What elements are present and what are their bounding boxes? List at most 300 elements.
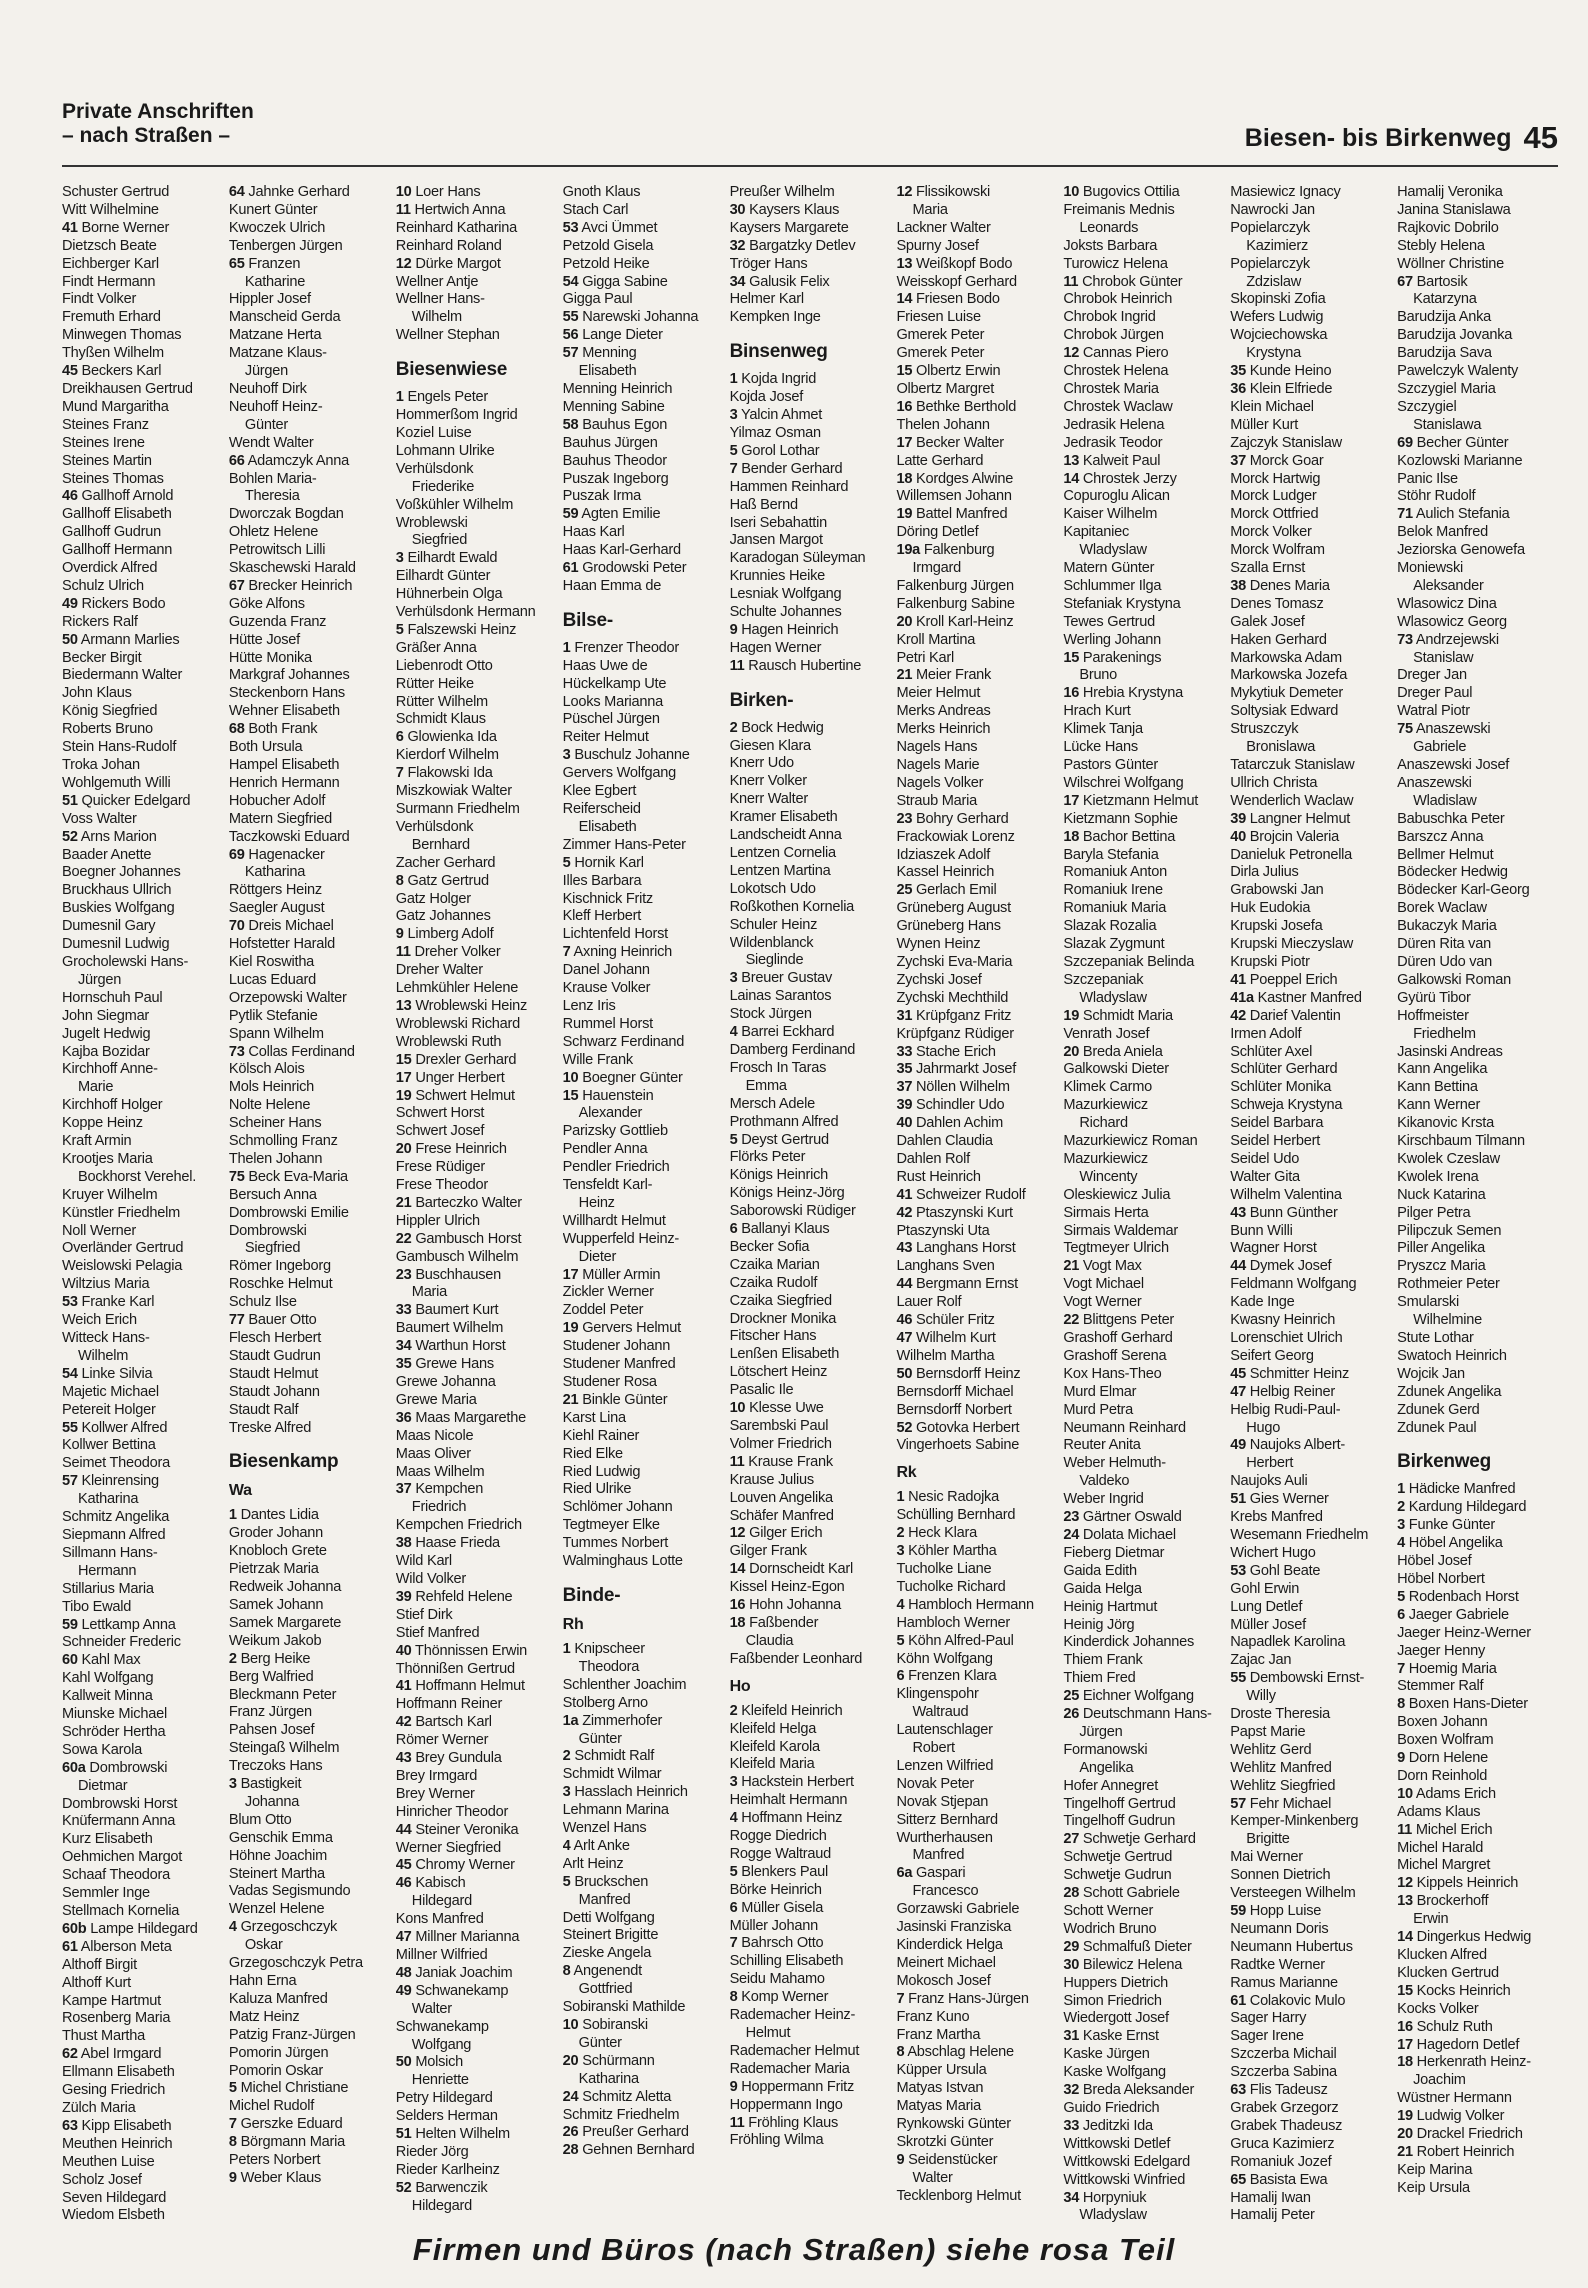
directory-entry: Stöhr Rudolf [1397, 488, 1476, 505]
page-number: 45 [1523, 120, 1558, 155]
directory-entry: Boxen Wolfram [1397, 1732, 1494, 1749]
directory-entry: 41 Schweizer Rudolf [896, 1186, 1026, 1203]
house-number: 9 [729, 621, 738, 638]
house-number: 34 [395, 1338, 412, 1355]
directory-entry: Selders Herman [395, 2108, 498, 2125]
directory-entry: Rieder Jörg [395, 2143, 469, 2160]
directory-entry: Idziaszek Adolf [896, 846, 991, 863]
directory-entry: Kleff Herbert [562, 908, 642, 925]
directory-entry: 44 Dymek Josef [1230, 1258, 1332, 1275]
house-number: 6 [896, 1668, 905, 1685]
directory-entry: 23 Bohry Gerhard [896, 810, 1009, 827]
house-number: 63 [1230, 2082, 1246, 2099]
directory-entry: Dreger Paul [1397, 685, 1473, 702]
directory-entry: Frackowiak Lorenz [896, 828, 1015, 845]
directory-column [1230, 184, 1391, 2222]
directory-entry: 3 Hackstein Herbert [729, 1774, 854, 1791]
directory-entry: Gaida Edith [1063, 1562, 1137, 1579]
directory-entry: Sarembski Paul [729, 1418, 829, 1434]
directory-entry: 33 Baumert Kurt [395, 1302, 499, 1319]
directory-entry: Matern Günter [1063, 560, 1155, 577]
directory-entry: Szczepaniak [1063, 971, 1144, 988]
directory-entry: Ried Ulrike [562, 1481, 632, 1498]
directory-entry: Nuck Katarina [1397, 1186, 1486, 1203]
directory-entry: Mund Margaritha [62, 398, 169, 415]
directory-entry: 19 Ludwig Volker [1397, 2108, 1505, 2125]
directory-entry: Kunert Günter [228, 201, 318, 218]
directory-entry: Zychski Mechthild [896, 989, 1009, 1006]
entry-continuation: Katharina [78, 1491, 139, 1508]
directory-entry: 2 Bock Hedwig [729, 719, 824, 736]
directory-entry: Reuter Anita [1063, 1437, 1141, 1454]
house-number: 9 [896, 2151, 905, 2168]
directory-entry: Kierdorf Wilhelm [395, 747, 499, 764]
directory-entry: Zimmer Hans-Peter [562, 836, 686, 853]
directory-column [396, 184, 557, 2222]
directory-entry: Ried Elke [562, 1445, 623, 1462]
directory-entry: Künstler Friedhelm [62, 1204, 180, 1221]
directory-entry: Rickers Ralf [62, 613, 138, 630]
directory-entry: Gallhoff Hermann [62, 542, 173, 559]
directory-entry: Noll Werner [62, 1222, 137, 1239]
directory-entry: Dombrowski Horst [62, 1795, 178, 1812]
directory-entry: Seidel Udo [1230, 1150, 1300, 1167]
directory-entry: Staudt Helmut [228, 1365, 319, 1382]
directory-entry: 66 Adamczyk Anna [228, 452, 350, 469]
directory-entry: Matyas Istvan [896, 2080, 984, 2097]
directory-entry: Gorzawski Gabriele [896, 1901, 1020, 1918]
directory-entry: Pendler Friedrich [562, 1159, 670, 1176]
directory-entry: Hagen Werner [729, 639, 822, 656]
directory-entry: 44 Bergmann Ernst [896, 1276, 1018, 1293]
house-number: 13 [1397, 1893, 1413, 1910]
directory-entry: 49 Rickers Bodo [62, 595, 166, 612]
entry-continuation: Heinz [578, 1194, 615, 1211]
directory-entry: 69 Becher Günter [1397, 434, 1509, 451]
entry-continuation: Robert [912, 1740, 955, 1757]
directory-entry: Kirschbaum Tilmann [1397, 1133, 1525, 1150]
entry-continuation: Kazimierz [1246, 237, 1309, 254]
directory-entry: Redweik Johanna [228, 1579, 342, 1596]
directory-entry: 38 Denes Maria [1230, 577, 1330, 594]
directory-entry: 21 Robert Heinrich [1397, 2143, 1515, 2160]
directory-entry: Wojcik Jan [1397, 1365, 1465, 1382]
directory-entry: 44 Steiner Veronika [395, 1821, 519, 1838]
house-number: 13 [395, 997, 412, 1014]
house-number: 5 [562, 1873, 571, 1890]
directory-entry: Wodrich Bruno [1063, 1920, 1157, 1937]
directory-entry: 4 Hambloch Hermann [896, 1596, 1034, 1613]
directory-entry: Hofstetter Harald [228, 936, 335, 953]
directory-entry: Samek Margarete [228, 1614, 342, 1631]
directory-entry: Matzane Klaus- [228, 345, 327, 362]
directory-entry: Skrotzki Günter [896, 2133, 994, 2150]
page-header [62, 100, 1558, 166]
house-number: 73 [228, 1043, 245, 1060]
directory-entry: 69 Hagenacker [228, 846, 325, 863]
house-number: 28 [562, 2142, 579, 2159]
directory-entry: Kikanovic Krsta [1397, 1115, 1494, 1132]
directory-entry: Mykytiuk Demeter [1230, 685, 1344, 702]
directory-entry: Saegler August [228, 900, 325, 917]
directory-entry: 33 Stache Erich [896, 1043, 996, 1060]
directory-entry: Fieberg Dietmar [1063, 1544, 1165, 1561]
directory-entry: Popielarczyk [1230, 255, 1310, 272]
directory-entry: Wiedom Elsbeth [62, 2207, 165, 2222]
directory-entry: Grocholewski Hans- [62, 953, 189, 970]
directory-entry: Matern Siegfried [228, 810, 332, 827]
directory-entry: Schwarz Ferdinand [562, 1033, 685, 1050]
directory-entry: 11 Fröhling Klaus [729, 2114, 839, 2131]
directory-entry: 8 Gatz Gertrud [395, 872, 489, 889]
house-number: 25 [1063, 1688, 1080, 1705]
directory-entry: Sitterz Bernhard [896, 1811, 998, 1828]
directory-entry: Franz Martha [896, 2026, 981, 2043]
directory-entry: 3 Eilhardt Ewald [395, 550, 498, 567]
directory-entry: Wild Karl [395, 1553, 452, 1570]
directory-entry: Thelen Johann [896, 416, 990, 433]
directory-entry: Seidel Barbara [1230, 1115, 1324, 1132]
house-number: 22 [1063, 1312, 1080, 1329]
directory-entry: 12 Gilger Erich [729, 1525, 823, 1542]
directory-entry: 6 Ballanyi Klaus [729, 1221, 830, 1238]
directory-entry: 46 Gallhoff Arnold [62, 488, 174, 505]
directory-entry: Schmidt Wilmar [562, 1766, 662, 1783]
directory-entry: Tenbergen Jürgen [228, 237, 343, 254]
directory-entry: Lehmann Marina [562, 1802, 669, 1819]
directory-entry: 45 Chromy Werner [395, 1857, 515, 1874]
directory-entry: Mazurkiewicz Roman [1063, 1133, 1198, 1150]
directory-entry: Oleskiewicz Julia [1063, 1186, 1171, 1203]
directory-entry: 65 Basista Ewa [1230, 2171, 1328, 2188]
directory-entry: Anaszewski [1397, 774, 1472, 791]
directory-entry: 12 Dürke Margot [395, 255, 501, 272]
directory-entry: Volmer Friedrich [729, 1435, 832, 1452]
directory-entry: Wroblewski Richard [395, 1015, 520, 1032]
directory-entry: Kölsch Alois [228, 1061, 305, 1078]
directory-entry: Lucas Eduard [228, 971, 316, 988]
house-number: 50 [62, 631, 78, 648]
directory-entry: Schulz Ilse [228, 1294, 297, 1311]
directory-entry: 5 Deyst Gertrud [729, 1131, 829, 1148]
directory-entry: Markowska Jozefa [1230, 667, 1348, 684]
directory-entry: 31 Kaske Ernst [1063, 2028, 1159, 2045]
directory-entry: Soltysiak Edward [1230, 703, 1339, 720]
directory-entry: Gervers Wolfgang [562, 765, 677, 782]
house-number: 13 [896, 255, 913, 272]
entry-continuation: Siegfried [244, 1240, 301, 1257]
house-number: 2 [729, 1702, 738, 1719]
directory-entry: 2 Heck Klara [896, 1525, 978, 1542]
header-range-block [1245, 120, 1558, 156]
directory-entry: 23 Gärtner Oswald [1063, 1509, 1182, 1526]
directory-entry: Thust Martha [62, 2028, 145, 2045]
directory-entry: John Siegmar [62, 1007, 150, 1024]
directory-entry: Tatarczuk Stanislaw [1230, 757, 1355, 773]
directory-entry: 15 Hauenstein [562, 1087, 654, 1104]
house-number: 65 [1230, 2171, 1246, 2188]
house-number: 40 [395, 1642, 412, 1659]
directory-entry: Wildenblanck [729, 934, 814, 951]
house-number: 32 [729, 237, 746, 254]
house-number: 6 [1397, 1606, 1405, 1623]
directory-entry: 8 Abschlag Helene [896, 2044, 1014, 2061]
entry-continuation: Katarzyna [1413, 291, 1477, 308]
house-number: 57 [62, 1473, 78, 1490]
directory-entry: Walminghaus Lotte [562, 1553, 683, 1570]
directory-entry: Czaika Siegfried [729, 1292, 832, 1309]
house-number: 52 [62, 828, 78, 845]
house-number: 20 [562, 2052, 579, 2069]
house-number: 1 [896, 1489, 905, 1506]
house-number: 10 [729, 1400, 746, 1417]
directory-entry: 6 Glowienka Ida [395, 729, 497, 746]
directory-entry: Zajczyk Stanislaw [1230, 434, 1342, 451]
directory-entry: Hamalij Iwan [1230, 2189, 1311, 2206]
directory-entry: Rothmeier Peter [1397, 1276, 1500, 1293]
house-number: 60 [62, 1652, 78, 1669]
directory-entry: Weikum Jakob [228, 1632, 322, 1649]
house-number: 7 [1397, 1660, 1405, 1677]
directory-entry: Flörks Peter [729, 1149, 806, 1166]
directory-entry: 75 Anaszewski [1397, 721, 1491, 738]
directory-entry: Schmidt Klaus [395, 711, 486, 728]
house-number: 10 [395, 184, 412, 200]
directory-entry: Zdunek Gerd [1397, 1401, 1480, 1418]
house-number: 3 [729, 1774, 738, 1791]
directory-entry: 19 Schwert Helmut [395, 1087, 515, 1104]
directory-entry: Seidel Herbert [1230, 1133, 1321, 1150]
directory-entry: 46 Schüler Fritz [896, 1312, 995, 1329]
house-number: 15 [562, 1087, 579, 1104]
house-number: 75 [228, 1168, 245, 1185]
entry-continuation: Gottfried [578, 1981, 633, 1998]
directory-entry: 2 Kardung Hildegard [1397, 1499, 1527, 1516]
house-number: 3 [1397, 1517, 1405, 1534]
directory-entry: Wild Volker [395, 1570, 467, 1587]
entry-continuation: Johanna [244, 1793, 300, 1810]
entry-continuation: Jürgen [1079, 1723, 1123, 1740]
directory-entry: Kocks Volker [1397, 2000, 1479, 2017]
directory-entry: Studener Johann [562, 1338, 671, 1355]
directory-entry: Jaeger Henny [1397, 1642, 1485, 1659]
entry-continuation: Brigitte [1246, 1831, 1290, 1848]
directory-entry: Mazurkiewicz [1063, 1097, 1148, 1114]
directory-entry: Voss Walter [62, 810, 137, 827]
directory-entry: Schlömer Johann [562, 1499, 673, 1516]
directory-entry: Weisskopf Gerhard [896, 273, 1017, 290]
directory-entry: Kemper-Minkenberg [1230, 1813, 1359, 1830]
directory-entry: Rust Heinrich [896, 1168, 981, 1185]
directory-entry: Jansen Margot [729, 532, 823, 549]
directory-entry: Höhne Joachim [228, 1847, 328, 1864]
directory-entry: Gatz Holger [395, 890, 471, 907]
directory-entry: Masiewicz Ignacy [1230, 184, 1341, 200]
directory-entry: Michel Rudolf [228, 2098, 315, 2115]
directory-entry: 11 Hertwich Anna [395, 201, 506, 218]
directory-entry: 20 Schürmann [562, 2052, 655, 2069]
directory-entry: Düren Udo van [1397, 953, 1493, 970]
directory-entry: Roberts Bruno [62, 721, 153, 738]
directory-entry: Surmann Friedhelm [395, 801, 520, 817]
directory-entry: Hobucher Adolf [228, 792, 326, 809]
directory-entry: 15 Drexler Gerhard [395, 1051, 517, 1068]
house-number: 45 [62, 363, 78, 380]
directory-entry: Schwanekamp [395, 2018, 489, 2035]
directory-entry: Wlasowicz Dina [1397, 595, 1497, 612]
entry-continuation: Katharina [578, 2070, 639, 2087]
directory-entry: Zülch Maria [62, 2099, 136, 2116]
directory-entry: Treske Alfred [228, 1419, 312, 1436]
directory-entry: Willhardt Helmut [562, 1212, 666, 1229]
directory-entry: Lehmkühler Helene [395, 980, 519, 997]
entry-continuation: Stanislawa [1413, 416, 1482, 433]
entry-continuation: Leonards [1079, 219, 1139, 236]
directory-entry: Karadogan Süleyman [729, 550, 866, 567]
directory-entry: Barudzija Sava [1397, 345, 1492, 362]
directory-entry: Bleckmann Peter [228, 1686, 337, 1703]
house-number: 49 [1230, 1437, 1246, 1454]
directory-entry: Arlt Heinz [562, 1855, 624, 1872]
directory-entry: 1 Nesic Radojka [896, 1489, 999, 1506]
house-number: 18 [729, 1614, 746, 1631]
directory-entry: Weber Helmuth- [1063, 1455, 1166, 1472]
directory-entry: Kraft Armin [62, 1133, 132, 1150]
directory-entry: 1 Knipscheer [562, 1640, 645, 1657]
entry-continuation: Wilhelm [78, 1347, 129, 1364]
directory-entry: Tummes Norbert [562, 1535, 669, 1552]
directory-entry: 41a Kastner Manfred [1230, 989, 1362, 1006]
directory-entry: Kleifeld Helga [729, 1720, 817, 1737]
directory-entry: Bruckhaus Ullrich [62, 882, 172, 899]
directory-entry: 22 Gambusch Horst [395, 1230, 522, 1247]
directory-entry: 67 Bartosik [1397, 273, 1468, 290]
directory-entry: Biedermann Walter [62, 667, 183, 684]
directory-entry: Hornschuh Paul [62, 989, 163, 1006]
directory-entry: Krebs Manfred [1230, 1509, 1323, 1526]
directory-entry: Stute Lothar [1397, 1330, 1474, 1346]
house-number: 41a [1230, 989, 1254, 1006]
house-number: 1a [562, 1712, 579, 1729]
directory-entry: Chrostek Helena [1063, 363, 1169, 380]
directory-entry: Schwetje Gertrud [1063, 1849, 1173, 1866]
directory-entry: 1 Frenzer Theodor [562, 639, 680, 656]
directory-entry: Verhülsdonk Hermann [395, 604, 536, 621]
directory-entry: Czaika Marian [729, 1256, 820, 1273]
directory-entry: 52 Gotovka Herbert [896, 1419, 1020, 1436]
house-number: 5 [729, 1131, 738, 1148]
directory-entry: Sirmais Herta [1063, 1204, 1149, 1221]
house-number: 31 [1063, 2028, 1080, 2045]
directory-entry: 20 Drackel Friedrich [1397, 2126, 1523, 2143]
entry-continuation: Wilhelm [411, 309, 462, 326]
directory-entry: Wilhelm Valentina [1230, 1186, 1342, 1203]
directory-entry: Kollwer Bettina [62, 1437, 156, 1454]
house-number: 64 [228, 184, 245, 200]
directory-entry: Hommerßom Ingrid [395, 407, 518, 424]
directory-entry: Nolte Helene [228, 1097, 311, 1114]
directory-entry: Becker Birgit [62, 649, 142, 666]
directory-entry: Klee Egbert [562, 783, 637, 800]
house-number: 14 [1063, 470, 1080, 487]
entry-continuation: Irmgard [912, 560, 961, 577]
directory-entry: 39 Schindler Udo [896, 1097, 1005, 1114]
directory-entry: Haas Uwe de [562, 657, 648, 674]
house-number: 14 [1397, 1929, 1413, 1946]
directory-entry: Frese Rüdiger [395, 1159, 485, 1176]
directory-entry: Gräßer Anna [395, 639, 477, 656]
directory-entry: Semmler Inge [62, 1885, 150, 1902]
directory-entry: Wöllner Christine [1397, 255, 1504, 272]
directory-entry: Verhülsdonk [395, 818, 474, 835]
directory-entry: 3 Breuer Gustav [729, 970, 833, 987]
house-number: 4 [228, 1919, 237, 1936]
directory-entry: Schaaf Theodora [62, 1867, 170, 1884]
directory-entry: Wenzel Helene [228, 1901, 325, 1918]
directory-entry: Hamalij Veronika [1397, 184, 1503, 200]
street-heading: Bilse- [562, 609, 613, 631]
directory-entry: Tibo Ewald [62, 1598, 132, 1615]
directory-entry: Findt Volker [62, 291, 137, 308]
directory-entry: Overdick Alfred [62, 560, 158, 577]
directory-entry: Fitscher Hans [729, 1328, 817, 1345]
directory-entry: Sobiranski Mathilde [562, 1999, 686, 2016]
house-number: 8 [228, 2134, 237, 2151]
directory-entry: Latte Gerhard [896, 452, 984, 469]
house-number: 44 [395, 1821, 412, 1838]
directory-entry: 53 Franke Karl [62, 1294, 155, 1311]
directory-entry: 59 Lettkamp Anna [62, 1616, 176, 1633]
directory-entry: 41 Poeppel Erich [1230, 971, 1338, 988]
directory-entry: Huk Eudokia [1230, 900, 1311, 917]
house-number: 66 [228, 452, 245, 469]
directory-entry: 1 Engels Peter [395, 389, 489, 406]
directory-entry: Klucken Gertrud [1397, 1964, 1499, 1981]
directory-entry: Thönnißen Gertrud [395, 1660, 515, 1677]
directory-entry: 7 Axning Heinrich [562, 944, 673, 961]
directory-entry: Frosch In Taras [729, 1059, 827, 1076]
directory-entry: Wesemann Friedhelm [1230, 1526, 1369, 1543]
entry-continuation: Emma [745, 1077, 787, 1094]
directory-entry: Barszcz Anna [1397, 828, 1484, 845]
directory-entry: 52 Barwenczik [395, 2179, 488, 2196]
house-number: 59 [1230, 1903, 1246, 1919]
directory-entry: 1 Hädicke Manfred [1397, 1481, 1516, 1498]
directory-entry: 5 Köhn Alfred-Paul [896, 1632, 1014, 1649]
entry-continuation: Waltraud [912, 1704, 969, 1721]
directory-column [229, 184, 390, 2222]
directory-entry: Siepmann Alfred [62, 1526, 166, 1543]
directory-entry: Weber Ingrid [1063, 1491, 1144, 1508]
directory-entry: Swatoch Heinrich [1397, 1347, 1507, 1364]
directory-entry: Dreher Walter [395, 962, 483, 979]
directory-entry: Manscheid Gerda [228, 309, 341, 326]
directory-entry: Denes Tomasz [1230, 595, 1324, 612]
house-number: 57 [1230, 1795, 1246, 1812]
directory-entry: Schlüter Gerhard [1230, 1061, 1338, 1078]
house-number: 2 [896, 1525, 905, 1542]
directory-entry: 8 Angenendt [562, 1963, 642, 1980]
directory-entry: Kojda Josef [729, 389, 804, 406]
directory-entry: Maas Nicole [395, 1427, 474, 1444]
house-number: 21 [395, 1194, 412, 1211]
directory-entry: Vogt Werner [1063, 1294, 1142, 1311]
directory-entry: Gatz Johannes [395, 908, 491, 925]
house-number: 9 [1397, 1750, 1405, 1767]
directory-entry: Freimanis Mednis [1063, 201, 1175, 218]
house-number: 9 [395, 926, 404, 943]
header-title-block [62, 100, 254, 148]
